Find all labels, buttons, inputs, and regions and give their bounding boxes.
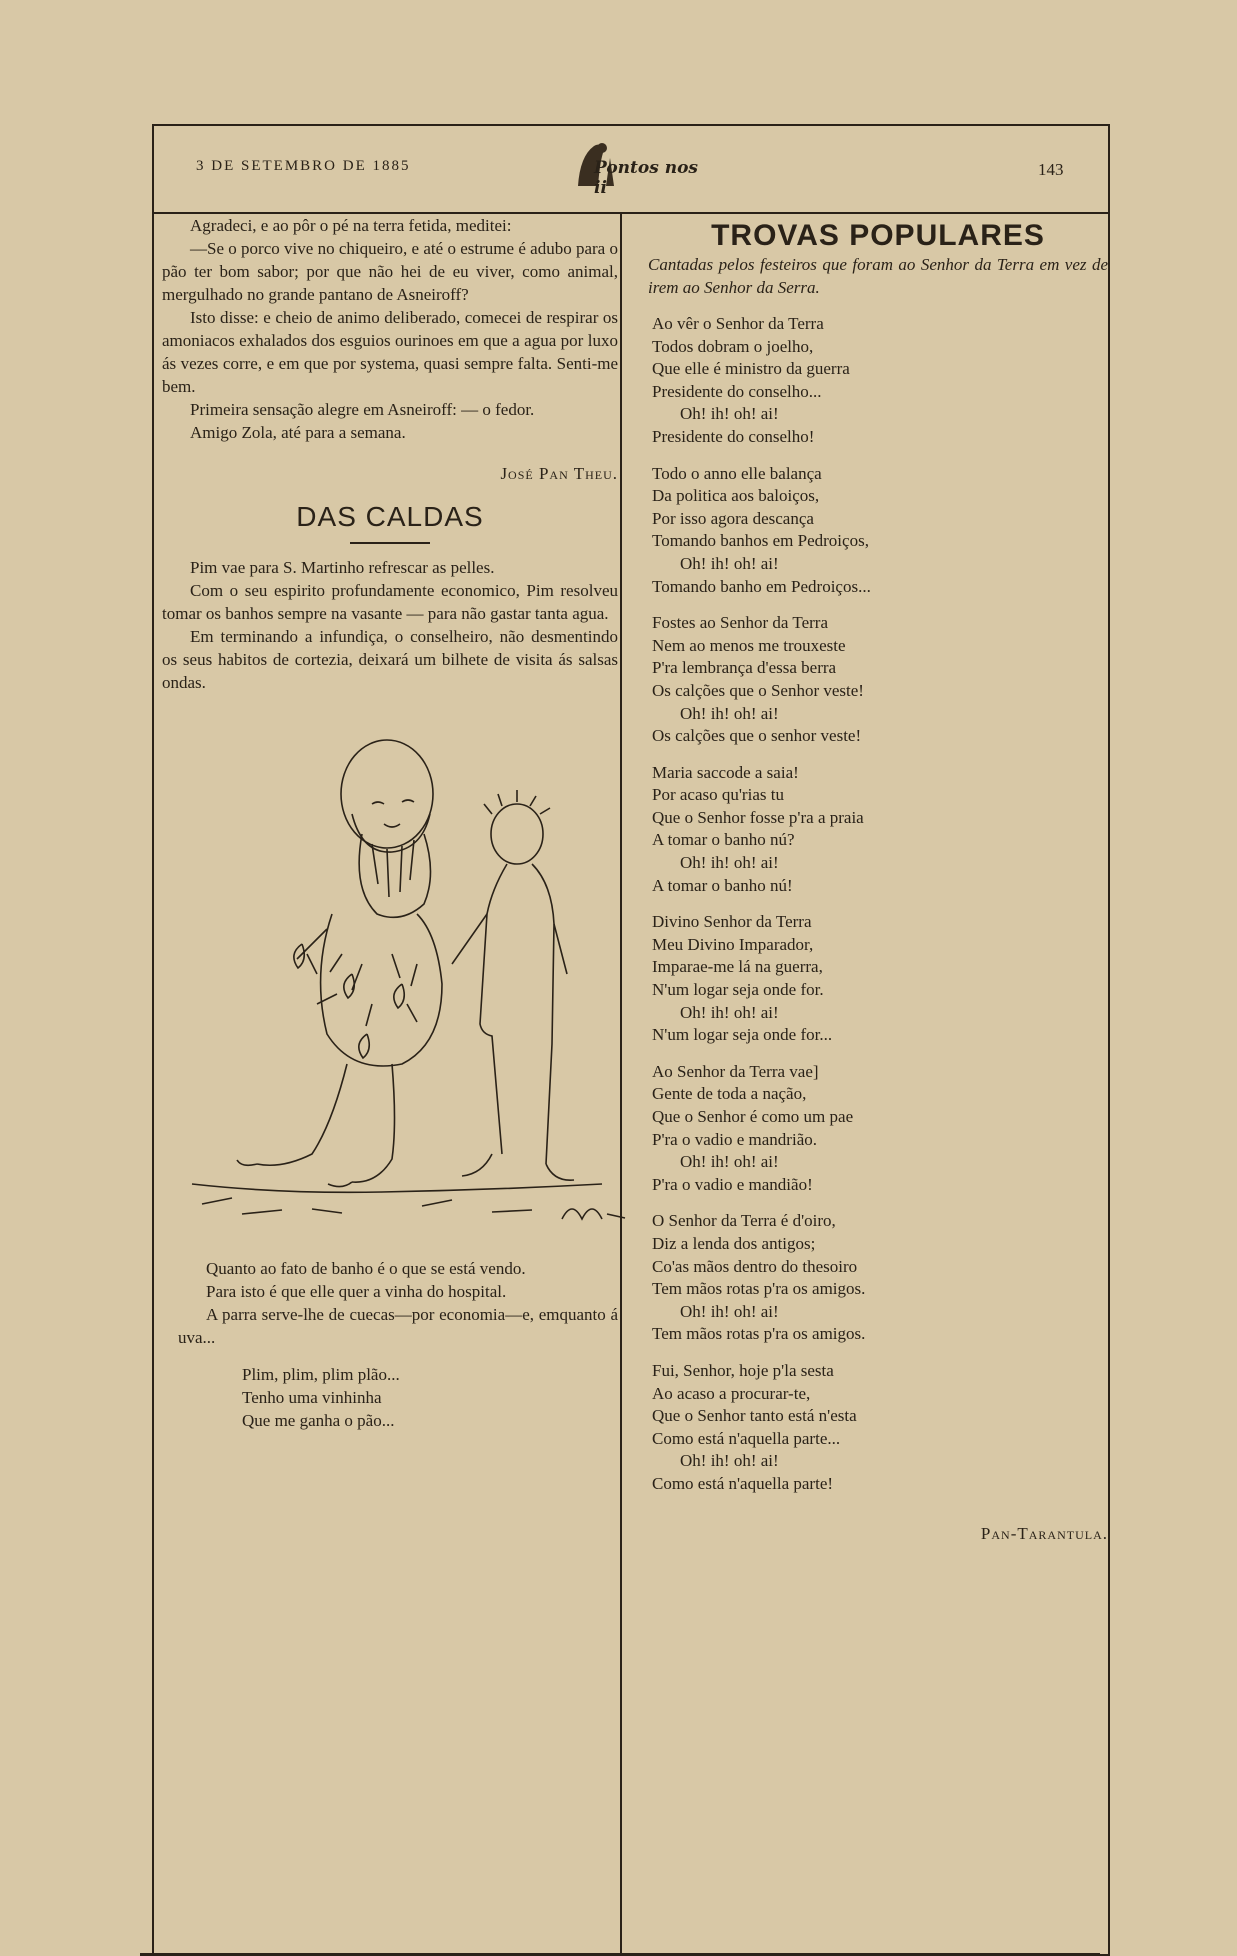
right-column (648, 214, 1108, 1545)
verse-line: Tem mãos rotas p'ra os amigos. (652, 1324, 866, 1344)
paragraph: Primeira sensação alegre em Asneiroff: — o fedor. (190, 400, 535, 419)
stanza (652, 313, 1108, 449)
divider (350, 542, 430, 544)
verse-line: Imparae-me lá na guerra, (652, 957, 823, 977)
stanza (652, 463, 1108, 599)
verse-line: Tomando banhos em Pedroiços, (652, 531, 869, 551)
verse-line: N'um logar seja onde for. (652, 980, 824, 1000)
verse-line: Os calções que o senhor veste! (652, 726, 862, 746)
verse-line: Diz a lenda dos antigos; (652, 1233, 816, 1253)
paragraph: Pim vae para S. Martinho refrescar as pelles. (190, 558, 495, 577)
verse-line: O Senhor da Terra é d'oiro, (652, 1211, 836, 1231)
refrain-line: Oh! ih! oh! ai! (680, 853, 779, 873)
page-number: 143 (1038, 160, 1064, 179)
refrain-line: Oh! ih! oh! ai! (680, 404, 779, 424)
verse-line: Por acaso qu'rias tu (652, 785, 784, 805)
verse-line: Todos dobram o joelho, (652, 336, 814, 356)
verse-line: Que me ganha o pão... (242, 1411, 395, 1430)
verse-line: Que elle é ministro da guerra (652, 359, 850, 379)
paragraph: —Se o porco vive no chiqueiro, e até o estrume é adubo para o pão ter bom sabor; por que não hei de eu viver, como animal, mergulhado no grande pantano de Asneiroff? (162, 239, 618, 304)
paragraph: Agradeci, e ao pôr o pé na terra fetida, meditei: (190, 216, 512, 235)
verse-line: A tomar o banho nú? (652, 830, 795, 850)
song-verse (242, 1363, 618, 1432)
verse-line: Meu Divino Imparador, (652, 934, 814, 954)
verse-line: A tomar o banho nú! (652, 875, 793, 895)
verse-line: Ao acaso a procurar-te, (652, 1383, 811, 1403)
verse-line: Presidente do conselho... (652, 381, 822, 401)
verse-line: Ao vêr o Senhor da Terra (652, 314, 824, 333)
verse-line: P'ra lembrança d'essa berra (652, 658, 837, 678)
paragraph: Em terminando a infundiça, o conselheiro, não desmentindo os seus habitos de cortezia, deixará um bilhete de visita ás salsas ondas. (162, 627, 618, 692)
stanza (652, 1210, 1108, 1346)
verse-line: Nem ao menos me trouxeste (652, 635, 846, 655)
verse-line: Por isso agora descança (652, 508, 814, 528)
caricature-illustration (162, 714, 632, 1239)
verse-line: Plim, plim, plim plão... (242, 1365, 400, 1384)
verse-line: Gente de toda a nação, (652, 1084, 807, 1104)
verse-line: Presidente do conselho! (652, 426, 815, 446)
verse-line: Fui, Senhor, hoje p'la sesta (652, 1360, 834, 1380)
masthead-logo (560, 136, 700, 196)
paragraph: Com o seu espirito profundamente economico, Pim resolveu tomar os banhos sempre na vasante — para não gastar tanta agua. (162, 581, 618, 623)
poem-signature: Pan-Tarantula. (980, 1523, 1108, 1543)
section-title: DAS CALDAS (296, 501, 484, 532)
verse-line: Que o Senhor é como um pae (652, 1107, 854, 1126)
verse-line: Da politica aos baloiços, (652, 486, 820, 506)
verse-line: Todo o anno elle balança (652, 463, 822, 483)
caption-line: Para isto é que elle quer a vinha do hospital. (206, 1282, 507, 1301)
verse-line: Que o Senhor fosse p'ra a praia (652, 807, 864, 827)
stanza (652, 1061, 1108, 1197)
verse-line: Como está n'aquella parte! (652, 1473, 834, 1493)
poem-subtitle: Cantadas pelos festeiros que foram ao Senhor da Terra em vez de irem ao Senhor da Serra. (648, 255, 1108, 297)
stanza (652, 911, 1108, 1047)
poem-title: TROVAS POPULARES (711, 219, 1045, 252)
cartoon-caption (178, 1257, 618, 1349)
paragraph: Amigo Zola, até para a semana. (190, 423, 406, 442)
header-date: 3 DE SETEMBRO DE 1885 (196, 158, 411, 174)
verse-line: Ao Senhor da Terra vae] (652, 1061, 819, 1081)
caption-line: Quanto ao fato de banho é o que se está vendo. (206, 1259, 526, 1278)
caption-line: A parra serve-lhe de cuecas—por economia—e, emquanto á uva... (178, 1305, 618, 1347)
verse-line: Divino Senhor da Terra (652, 912, 812, 932)
verse-line: Maria saccode a saia! (652, 762, 799, 782)
stanza (652, 762, 1108, 898)
left-column (162, 214, 618, 1432)
verse-line: Tomando banho em Pedroiços... (652, 576, 871, 596)
refrain-line: Oh! ih! oh! ai! (680, 553, 779, 573)
verse-line: P'ra o vadio e mandrião. (652, 1129, 817, 1149)
paragraph: Isto disse: e cheio de animo deliberado, comecei de respirar os amoniacos exhalados dos esguios ourinoes em que a agua por luxo ás vezes corre, e em que por systema, quasi sempre falta. Senti-me bem. (162, 308, 618, 396)
signature: José Pan Theu. (500, 464, 618, 483)
verse-line: Os calções que o Senhor veste! (652, 680, 864, 700)
verse-line: Co'as mãos dentro do thesoiro (652, 1256, 858, 1276)
refrain-line: Oh! ih! oh! ai! (680, 1451, 779, 1471)
refrain-line: Oh! ih! oh! ai! (680, 703, 779, 723)
verse-line: Como está n'aquella parte... (652, 1428, 841, 1448)
stanza (652, 612, 1108, 748)
refrain-line: Oh! ih! oh! ai! (680, 1152, 779, 1172)
verse-line: Fostes ao Senhor da Terra (652, 613, 829, 633)
verse-line: N'um logar seja onde for... (652, 1025, 833, 1045)
refrain-line: Oh! ih! oh! ai! (680, 1301, 779, 1321)
verse-line: Tenho uma vinhinha (242, 1388, 382, 1407)
verse-line: P'ra o vadio e mandião! (652, 1174, 813, 1194)
stanza (652, 1360, 1108, 1496)
masthead-title: Pontos nos ii (594, 158, 698, 198)
verse-line: Que o Senhor tanto está n'esta (652, 1406, 857, 1426)
refrain-line: Oh! ih! oh! ai! (680, 1002, 779, 1022)
verse-line: Tem mãos rotas p'ra os amigos. (652, 1279, 866, 1299)
